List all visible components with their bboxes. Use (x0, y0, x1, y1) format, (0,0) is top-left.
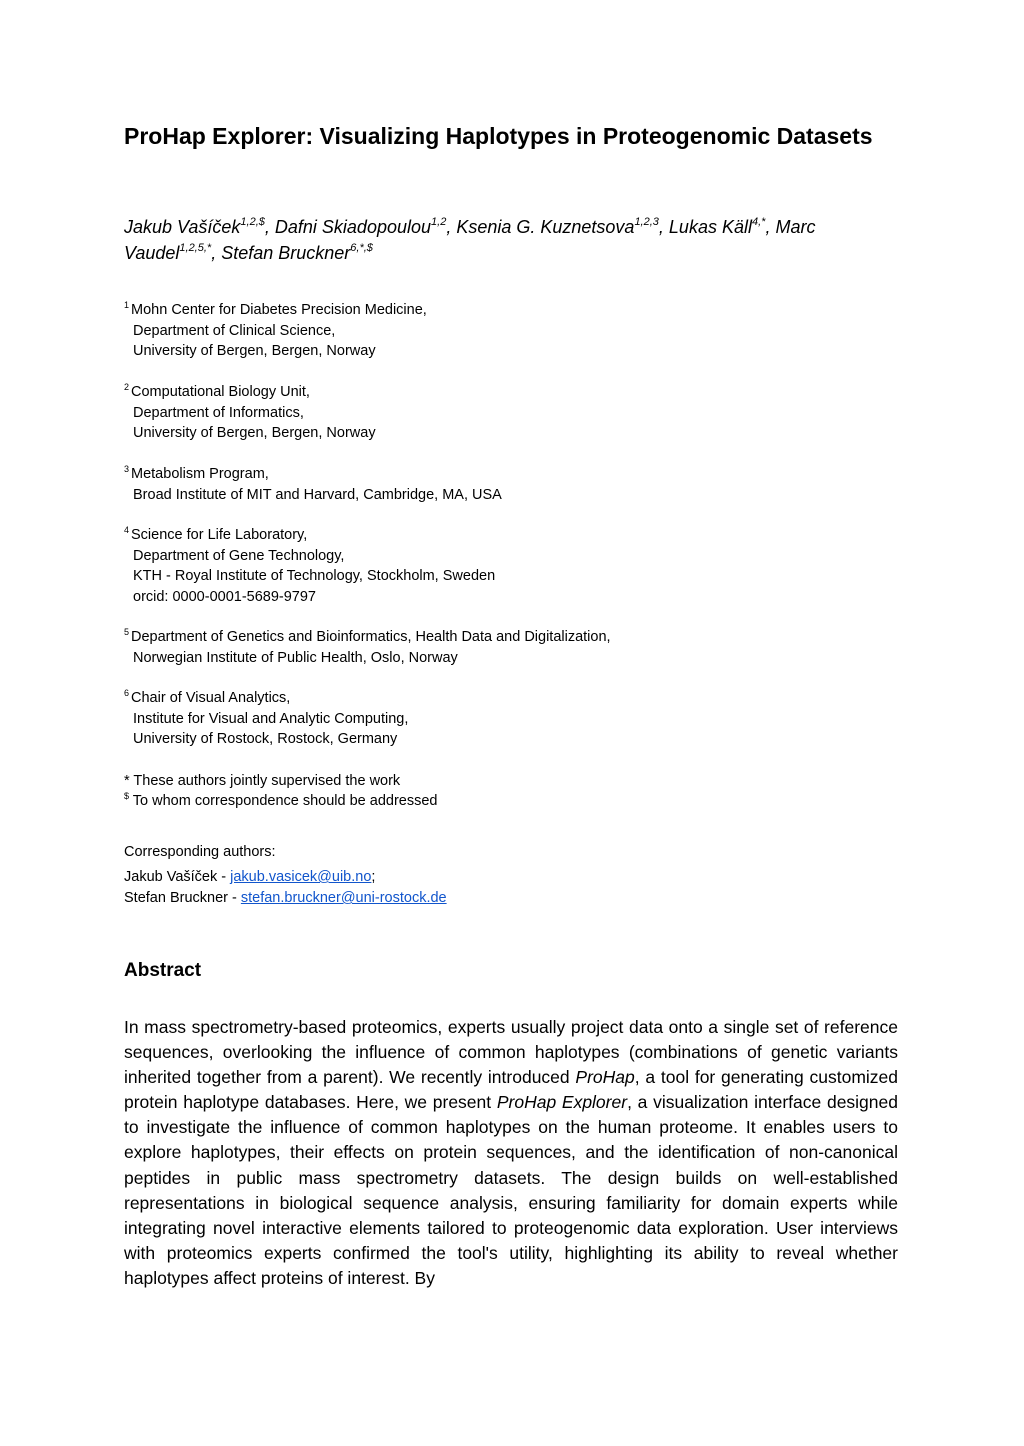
paper-title: ProHap Explorer: Visualizing Haplotypes in Proteogenomic Datasets (124, 123, 873, 149)
affiliation-1: $^1$ Mohn Center for Diabetes Precision Medicine, Department of Clinical Science, University of Bergen, Bergen, Norway (124, 300, 427, 359)
author-list (124, 214, 904, 266)
affiliation-5: $^5$ Department of Genetics and Bioinformatics, Health Data and Digitalization, Norwegian Institute of Public Health, Oslo, Norway (124, 627, 611, 666)
author: Ksenia G. Kuznetsova$^{1,2,3}$, (456, 216, 669, 237)
abstract-heading: Abstract (124, 960, 202, 981)
author: Stefan Bruckner$^{6,*,\$}$ (221, 242, 373, 263)
author: Marc Vaudel$^{1,2,5,*}$, (124, 217, 816, 263)
corresponding-entry: Stefan Bruckner - stefan.bruckner@uni-rostock.de (124, 890, 447, 906)
author: Dafni Skiadopoulou$^{1,2}$, (274, 216, 457, 237)
email-link[interactable]: jakub.vasicek@uib.no (230, 869, 372, 885)
abstract-body: In mass spectrometry-based proteomics, experts usually project data onto a single set of reference sequences, overlooking the influence of common haplotypes (combinations of genetic variants inherited together from a parent). We recently introduced ProHap, a tool for generating customized protein haplotype databases. Here, we present ProHap Explorer, a visualization interface designed to investigate the influence of common haplotypes on the human proteome. It enables users to explore haplotypes, their effects on protein sequences, and the identification of non-canonical peptides in public mass spectrometry datasets. The design builds on well-established representations in biological sequence analysis, ensuring familiarity for domain experts while integrating novel interactive elements tailored to proteogenomic data exploration. User interviews with proteomics experts confirmed the tool's utility, highlighting its ability to reveal whether haplotypes affect proteins of interest. By (124, 1017, 898, 1288)
corresponding-entry: Jakub Vašíček - jakub.vasicek@uib.no; (124, 869, 376, 885)
author: Jakub Vašíček$^{1,2,\$}$, (124, 216, 275, 237)
affiliation-3: $^3$ Metabolism Program, Broad Institute of MIT and Harvard, Cambridge, MA, USA (124, 464, 502, 503)
author-notes (124, 771, 438, 811)
author: Lukas Käll$^{4,*}$, (668, 216, 776, 237)
affiliation-2: $^2$ Computational Biology Unit, Department of Informatics, University of Bergen, Bergen, Norway (124, 382, 376, 441)
corresponding-authors (124, 842, 447, 909)
corresponding-heading: Corresponding authors: (124, 844, 276, 860)
joint-supervision-note: * These authors jointly supervised the work (124, 773, 401, 789)
affiliation-4: $^4$ Science for Life Laboratory, Department of Gene Technology, KTH - Royal Institute of Technology, Stockholm, Sweden orcid: 0000-0001-5689-9797 (124, 525, 496, 605)
correspondence-note: $ To whom correspondence should be addressed (124, 791, 438, 809)
affiliation-6: $^6$ Chair of Visual Analytics, Institute for Visual and Analytic Computing, University of Rostock, Rostock, Germany (124, 688, 409, 747)
email-link[interactable]: stefan.bruckner@uni-rostock.de (240, 890, 447, 906)
